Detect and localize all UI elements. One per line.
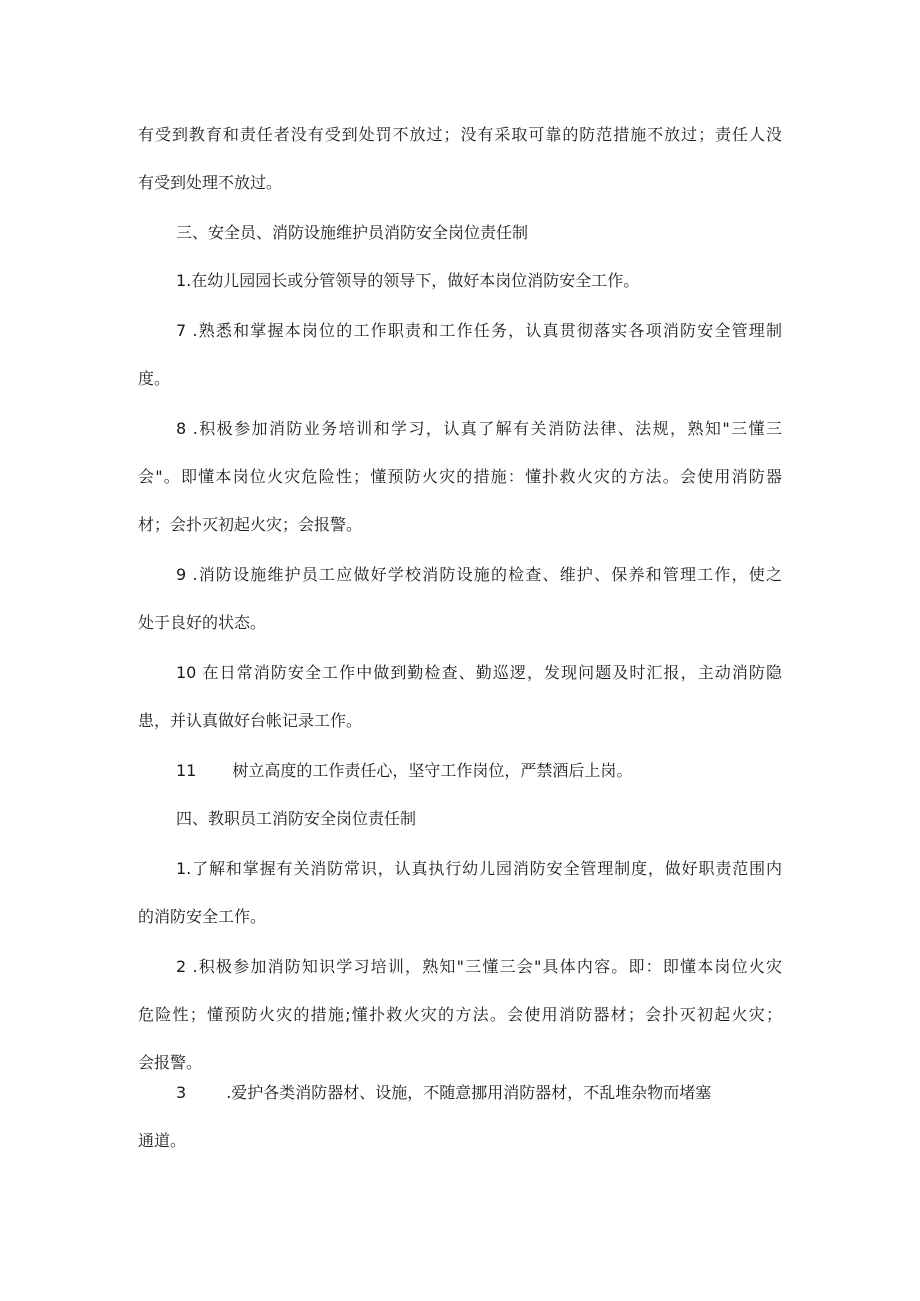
- list-item: 10 在日常消防安全工作中做到勤检查、勤巡逻，发现问题及时汇报，主动消防隐: [176, 663, 782, 682]
- paragraph-line: 处于良好的状态。: [138, 613, 267, 632]
- section-heading: 四、教职员工消防安全岗位责任制: [176, 809, 417, 828]
- paragraph-line: 材；会扑灭初起火灾；会报警。: [138, 515, 363, 534]
- list-item-text: .爱护各类消防器材、设施，不随意挪用消防器材，不乱堆杂物而堵塞: [226, 1083, 712, 1102]
- paragraph-line: 会"。即懂本岗位火灾危险性；懂预防火灾的措施：懂扑救火灾的方法。会使用消防器: [138, 467, 782, 486]
- paragraph-line: 危险性；懂预防火灾的措施;懂扑救火灾的方法。会使用消防器材；会扑灭初起火灾；: [138, 1005, 782, 1024]
- list-item: 9 .消防设施维护员工应做好学校消防设施的检查、维护、保养和管理工作，使之: [176, 565, 782, 584]
- list-item: 8 .积极参加消防业务培训和学习，认真了解有关消防法律、法规，熟知"三懂三: [176, 419, 782, 438]
- paragraph-line: 会报警。: [138, 1053, 203, 1072]
- list-item: 1.在幼儿园园长或分管领导的领导下，做好本岗位消防安全工作。: [176, 271, 640, 290]
- list-item: 2 .积极参加消防知识学习培训，熟知"三懂三会"具体内容。即：即懂本岗位火灾: [176, 957, 782, 976]
- list-item-11: [176, 760, 632, 782]
- paragraph-line: 通道。: [138, 1131, 187, 1150]
- list-item-3: [176, 1082, 711, 1104]
- paragraph-line: 有受到处理不放过。: [138, 173, 283, 192]
- list-item: 7 .熟悉和掌握本岗位的工作职责和工作任务，认真贯彻落实各项消防安全管理制: [176, 321, 782, 340]
- paragraph-line: 有受到教育和责任者没有受到处罚不放过；没有采取可靠的防范措施不放过；责任人没: [138, 125, 782, 144]
- paragraph-line: 患，并认真做好台帐记录工作。: [138, 711, 363, 730]
- paragraph-line: 度。: [138, 369, 171, 388]
- list-item-number: 11: [176, 761, 197, 780]
- section-heading: 三、安全员、消防设施维护员消防安全岗位责任制: [176, 223, 529, 242]
- list-item: 1.了解和掌握有关消防常识，认真执行幼儿园消防安全管理制度，做好职责范围内: [176, 859, 782, 878]
- list-item-text: 树立高度的工作责任心，坚守工作岗位，严禁酒后上岗。: [232, 761, 633, 780]
- paragraph-line: 的消防安全工作。: [138, 907, 267, 926]
- list-item-number: 3: [176, 1083, 187, 1102]
